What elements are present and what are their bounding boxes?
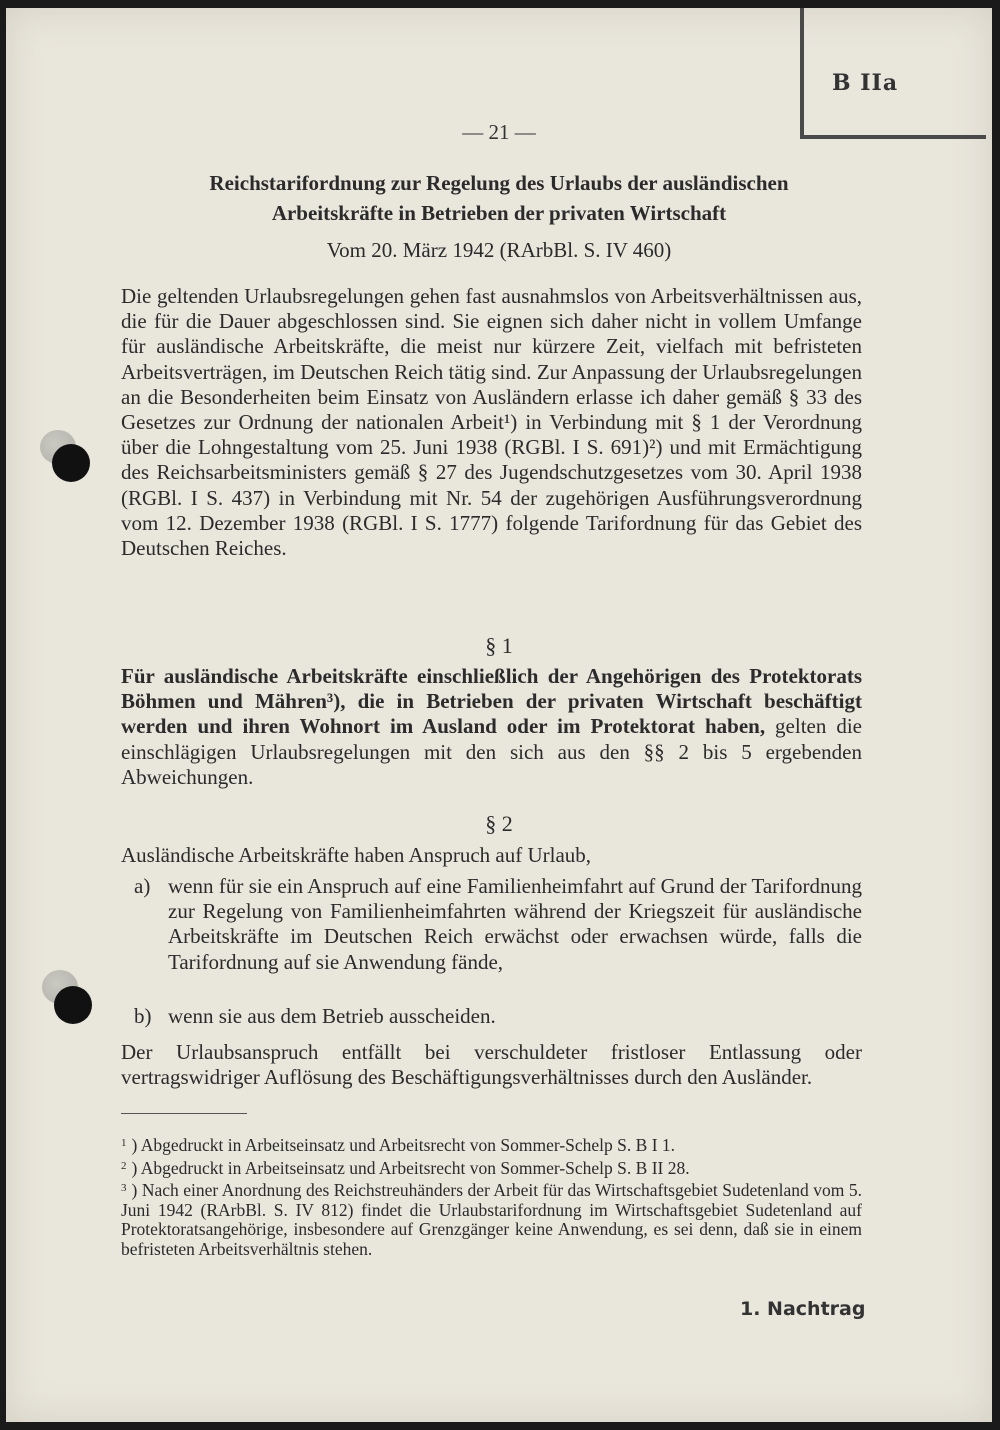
punch-hole	[54, 986, 92, 1024]
section-1-paragraph	[121, 664, 862, 790]
document-page	[6, 8, 992, 1422]
footnote-mark: 1	[121, 1137, 127, 1149]
footnote-3: $^3$ ) Nach einer Anordnung des Reichstreuhänders der Arbeit für das Wirtschaftsgebiet Sudetenland vom 5. Juni 1942 (RArbBl. S. IV 812) findet die Urlaubstarifordnung im Wirtschaftsgebiet Sudetenland auf Protektoratsangehörige, insbesondere auf Grenzgänger keine Anwendung, es sei denn, daß sie in einem befristeten Arbeitsverhältnis stehen.	[121, 1180, 862, 1259]
list-item-a	[134, 874, 862, 975]
list-item-b	[134, 1004, 862, 1029]
list-item-text: wenn für sie ein Anspruch auf eine Familienheimfahrt auf Grund der Tarifordnung zur Regelung von Familienheimfahrten während der Kriegszeit für ausländische Arbeitskräfte im Deutschen Reich erwächst oder erwachsen würde, falls die Tarifordnung auf sie Anwendung fände,	[168, 874, 862, 974]
section-1-heading: § 1	[485, 633, 513, 658]
document-date: Vom 20. März 1942 (RArbBl. S. IV 460)	[326, 238, 672, 262]
footnote-mark: 2	[121, 1159, 127, 1172]
list-item-text: wenn sie aus dem Betrieb ausscheiden.	[168, 1004, 496, 1028]
preamble-paragraph: Die geltenden Urlaubsregelungen gehen fast ausnahmslos von Arbeitsverhältnissen aus, die für die Dauer abgeschlossen sind. Sie eignen sich daher nicht in vollem Umfange für ausländische Arbeitskräfte, die meist nur kürzere Zeit, vielfach mit befristeten Arbeitsverträgen, im Deutschen Reich tätig sind. Zur Anpassung der Urlaubsregelungen an die Besonderheiten beim Einsatz von Ausländern erlasse ich daher gemäß § 33 des Gesetzes zur Ordnung der nationalen Arbeit¹) in Verbindung mit § 1 der Verordnung über die Lohngestaltung vom 25. Juni 1938 (RGBl. I S. 691)²) und mit Ermächtigung des Reichsarbeitsministers gemäß § 27 des Jugendschutzgesetzes vom 30. April 1938 (RGBl. I S. 437) in Verbindung mit Nr. 54 der zugehörigen Ausführungsverordnung vom 12. Dezember 1938 (RGBl. I S. 1777) folgende Tarifordnung für das Gebiet des Deutschen Reiches.	[121, 284, 862, 561]
footnote-text: Abgedruckt in Arbeitseinsatz und Arbeitsrecht von Sommer-Schelp S. B II 28.	[140, 1157, 690, 1178]
section-2-heading: § 2	[485, 811, 513, 836]
list-marker: a)	[134, 874, 151, 898]
footnote-1: $^1$ ) Abgedruckt in Arbeitseinsatz und Arbeitsrecht von Sommer-Schelp S. B I 1.	[121, 1135, 676, 1155]
title-line-2: Arbeitskräfte in Betrieben der privaten Wirtschaft	[271, 201, 727, 225]
footnote-mark: 3	[121, 1182, 127, 1194]
footnote-text: Abgedruckt in Arbeitseinsatz und Arbeitsrecht von Sommer-Schelp S. B I 1.	[140, 1135, 676, 1155]
section-2-intro: Ausländische Arbeitskräfte haben Anspruch auf Urlaub,	[121, 843, 592, 867]
footnote-divider	[121, 1113, 247, 1114]
page-number: — 21 —	[462, 120, 536, 144]
supplement-label: 1. Nachtrag	[740, 1298, 866, 1320]
punch-hole	[52, 444, 90, 482]
footnote-text: Nach einer Anordnung des Reichstreuhänders der Arbeit für das Wirtschaftsgebiet Sudetenland vom 5. Juni 1942 (RArbBl. S. IV 812) findet die Urlaubstarifordnung im Wirtschaftsgebiet Sudetenland auf Protektoratsangehörige, insbesondere auf Grenzgänger keine Anwendung, es sei denn, daß sie in einem befristeten Arbeitsverhältnis stehen.	[121, 1180, 862, 1259]
document-title	[6, 168, 992, 228]
list-marker: b)	[134, 1004, 152, 1028]
title-line-1: Reichstarifordnung zur Regelung des Urlaubs der ausländischen	[209, 171, 789, 195]
section-1-text: gelten die einschlägigen Urlaubsregelungen mit den sich aus den §§ 2 bis 5 ergebenden Abweichungen.	[121, 714, 862, 789]
section-2-closing: Der Urlaubsanspruch entfällt bei verschuldeter fristloser Entlassung oder vertragswidriger Auflösung des Beschäftigungsverhältnisses durch den Ausländer.	[121, 1040, 862, 1090]
register-tab-label: B IIa	[832, 70, 899, 96]
footnotes	[121, 1134, 862, 1260]
section-1-bold-text: Für ausländische Arbeitskräfte einschließlich der Angehörigen des Protektorats Böhmen und Mähren³), die in Betrieben der privaten Wirtschaft beschäftigt werden und ihren Wohnort im Ausland oder im Protektorat haben,	[121, 664, 862, 739]
footnote-2: $^2$ ) Abgedruckt in Arbeitseinsatz und Arbeitsrecht von Sommer-Schelp S. B II 28.	[121, 1157, 690, 1178]
